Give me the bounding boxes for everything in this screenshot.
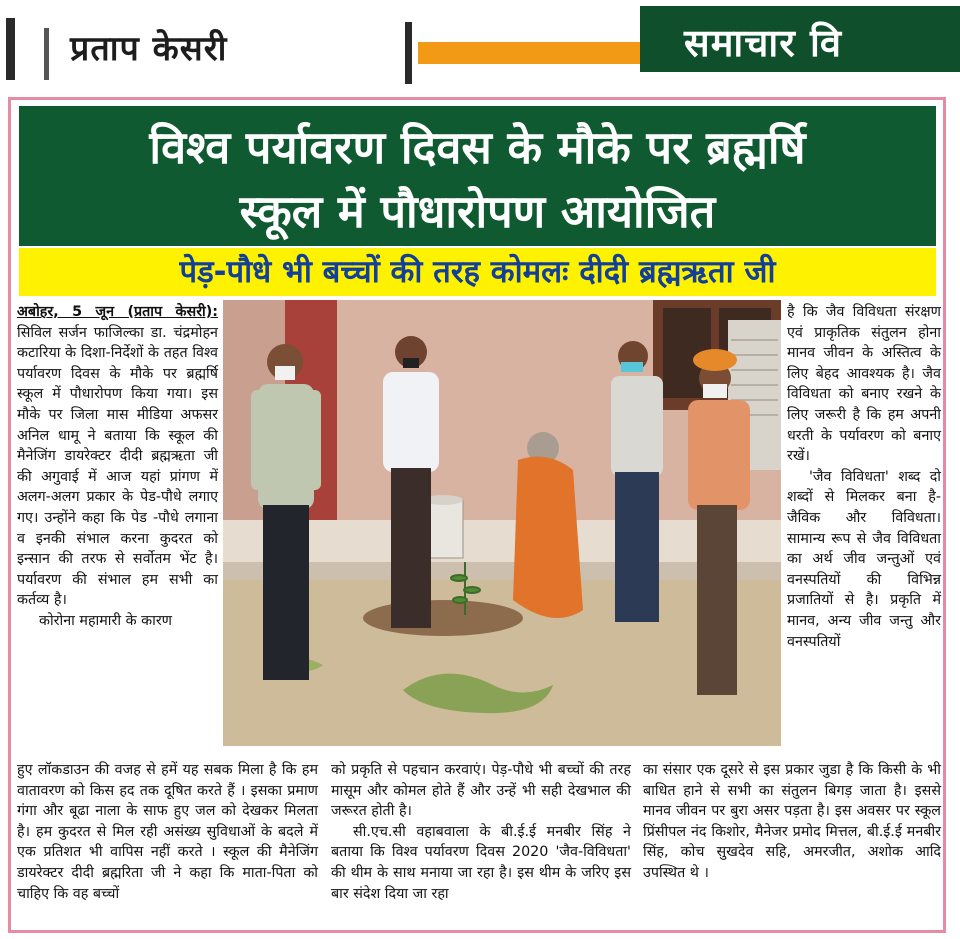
news-photo [223,300,781,746]
section-tag [640,6,960,72]
article-column-3 [787,302,941,652]
section-tag-label: समाचार वि [684,21,842,65]
orange-rule [418,42,640,64]
article-column-1-bottom [17,760,318,904]
body-paragraph-7: का संसार एक दूसरे से इस प्रकार जुडा है कि किसी के भी बाधित हाने से सभी का संतुलन बिगड़ जाता है। इससे मानव जीवन पर बुरा असर पड़ता है। इस अवसर पर स्कूल प्रिंसीपल नंद किशोर, मैनेजर प्रमोद मित्तल, बी.ई.ई मनबीर सिंह, कोच सुखदेव सहि, अमरजीत, अशोक आदि उपस्थित थे । [643,762,941,881]
body-paragraph-6: सी.एच.सी वहाबवाला के बी.ई.ई मनबीर सिंह ने बताया कि विश्व पर्यावरण दिवस 2020 'जैव-विविधता' की थीम के साथ मनाया जा रहा है। इस थीम के जरिए इस बार संदेश दिया जा रहा [331,823,631,902]
body-paragraph-2-start: कोरोना महामारी के कारण [39,612,172,629]
body-text-1: सिविल सर्जन फाजिल्का डा. चंद्रमोहन कटारिया के दिशा-निर्देशों के तहत विश्व पर्यावरण दिवस के मौके पर ब्रह्मर्षि स्कूल में पौधारोपण किया गया। इस मौके पर जिला मास मीडिया अफसर अनिल धामू ने बताया कि स्कूल की मैनेजिंग डायरेक्टर दीदी ब्रह्मऋता जी की अगुवाई में आज यहां प्रांगण में अलग-अलग प्रकार के पेड-पौधे लगाए गए। उन्होंने कहा कि पेड -पौधे लगाना व इनकी संभाल करना कुदरत को इन्सान की तरफ से सर्वोतम भेंट है। पर्यावरण की संभाल हम सभी का कर्तव्य है। [17,324,218,609]
masthead [0,0,960,92]
tree-planting-photo [223,300,781,746]
body-paragraph-5: को प्रकृति से पहचान करवाएं। पेड़-पौधे भी बच्चों की तरह मासूम और कोमल होते हैं और उन्हें भी सही देखभाल की जरूरत होती है। [331,762,631,820]
body-paragraph-4: 'जैव विविधता' शब्द दो शब्दों से मिलकर बना है- जैविक और विविधता। सामान्य रूप से जैव विविधता का अर्थ जीव जन्तुओं एवं वनस्पतियों की विभिन्न प्रजातियों से है। प्रकृति में मानव, अन्य जीव जन्तु और वनस्पतियों [787,468,941,650]
masthead-bar-left [6,18,15,80]
article-frame [8,97,946,933]
article-column-3-bottom [643,760,941,884]
subheadline: पेड़-पौधे भी बच्चों की तरह कोमलः दीदी ब्रह्मऋता जी [179,254,776,290]
headline-line-1: विश्व पर्यावरण दिवस के मौके पर ब्रह्मर्षि [149,121,806,174]
masthead-bar-mid [405,22,412,84]
article-column-1 [17,302,218,632]
dateline: अबोहर, 5 जून (प्रताप केसरी): [17,304,218,320]
article-column-2-bottom [331,760,631,904]
body-paragraph-2: हुए लॉकडाउन की वजह से हमें यह सबक मिला है कि हम वातावरण को किस हद तक दूषित करते हैं । इसका प्रमाण गंगा और बूढा नाला के साफ हुए जल को देखकर मिलता है। हम कुदरत से मिल रही असंख्य सुविधाओं के बदले में एक प्रतिशत भी वापिस नहीं करते । स्कूल की मैनेजिंग डायरेक्टर दीदी ब्रह्मरिता जी ने कहा कि माता-पिता को चाहिए कि वह बच्चों [17,762,318,902]
subheadline-block [19,248,936,296]
headline-block [19,106,936,246]
headline-line-2: स्कूल में पौधारोपण आयोजित [239,185,716,238]
body-paragraph-3: है कि जैव विविधता संरक्षण एवं प्राकृतिक संतुलन होना मानव जीवन के अस्तित्व के लिए बेहद आवश्यक है। जैव विविधता को बनाए रखने के लिए जरूरी है कि हम अपनी धरती के पर्यावरण को बनाए रखें। [787,304,941,465]
masthead-bar-thin [44,28,49,80]
body-paragraph-1 [17,302,218,611]
newspaper-name: प्रताप केसरी [70,29,228,69]
